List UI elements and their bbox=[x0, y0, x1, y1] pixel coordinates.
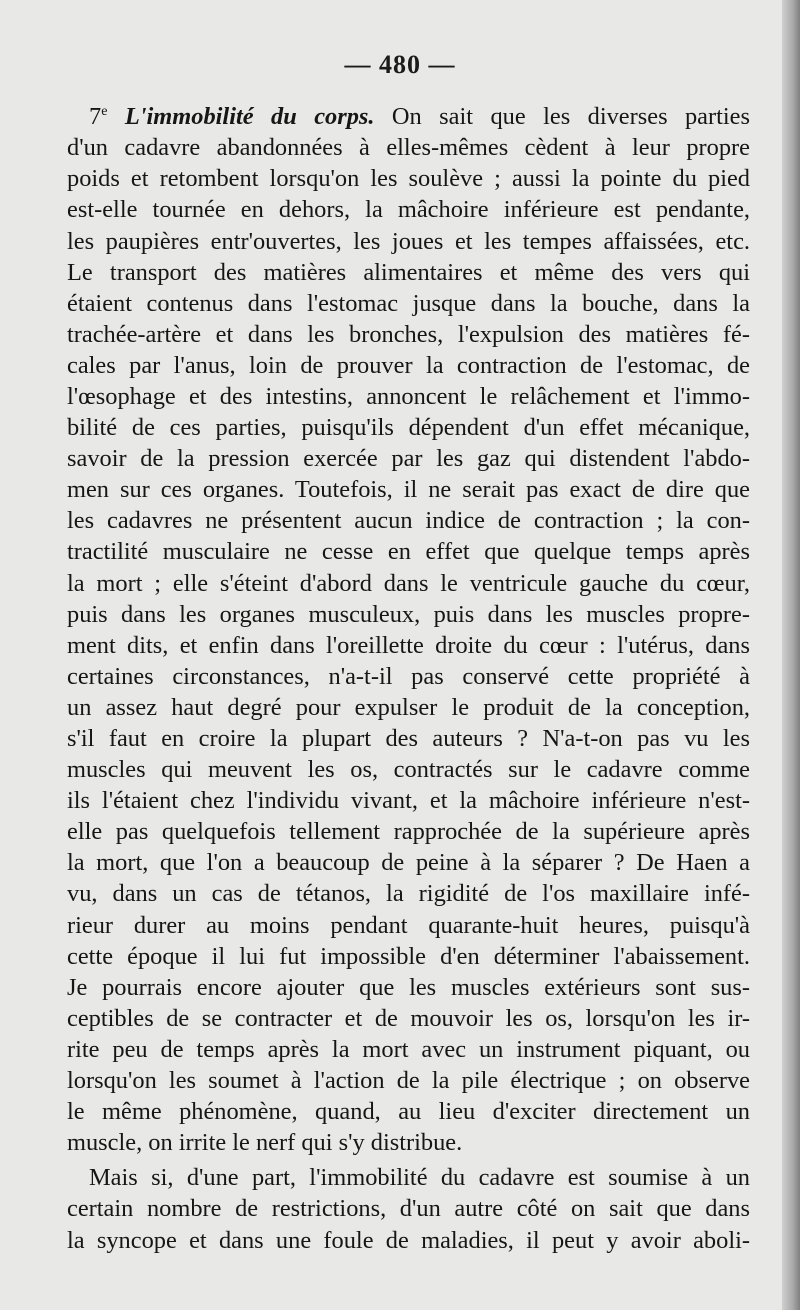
text-line: cales par l'anus, loin de prouver la contraction de l'estomac, de bbox=[67, 351, 750, 379]
text-line: la mort ; elle s'éteint d'abord dans le ventricule gauche du cœur, bbox=[67, 569, 750, 597]
text-line: le même phénomène, quand, au lieu d'exciter directement un bbox=[67, 1098, 750, 1126]
text-line: Le transport des matières alimentaires et même des vers qui bbox=[67, 258, 750, 286]
text-line: ils l'étaient chez l'individu vivant, et la mâchoire inférieure n'est- bbox=[67, 787, 750, 815]
text-line: rite peu de temps après la mort avec un instrument piquant, ou bbox=[67, 1035, 750, 1063]
text-line: étaient contenus dans l'estomac jusque dans la bouche, dans la bbox=[67, 289, 750, 317]
body-text bbox=[67, 96, 750, 1256]
text-line: Je pourrais encore ajouter que les muscles extérieurs sont sus- bbox=[67, 973, 750, 1001]
text-line: la syncope et dans une foule de maladies, il peut y avoir aboli- bbox=[67, 1226, 750, 1254]
text-line: muscles qui meuvent les os, contractés sur le cadavre comme bbox=[67, 756, 750, 784]
text-line: lorsqu'on les soumet à l'action de la pile électrique ; on observe bbox=[67, 1067, 750, 1095]
text-line: savoir de la pression exercée par les gaz qui distendent l'abdo- bbox=[67, 445, 750, 473]
text-line: vu, dans un cas de tétanos, la rigidité de l'os maxillaire infé- bbox=[67, 880, 750, 908]
text-line: elle pas quelquefois tellement rapprochée de la supérieure après bbox=[67, 818, 750, 846]
text-line: les cadavres ne présentent aucun indice de contraction ; la con- bbox=[67, 507, 750, 535]
section-heading: L'immobilité du corps. bbox=[107, 103, 375, 131]
text-line: certain nombre de restrictions, d'un autre côté on sait que dans bbox=[67, 1195, 750, 1223]
text-line: poids et retombent lorsqu'on les soulève ; aussi la pointe du pied bbox=[67, 165, 750, 193]
text-line: certaines circonstances, n'a-t-il pas conservé cette propriété à bbox=[67, 662, 750, 690]
text-line: rieur durer au moins pendant quarante-huit heures, puisqu'à bbox=[67, 911, 750, 939]
text-line: l'œsophage et des intestins, annoncent le relâchement et l'immo- bbox=[67, 382, 750, 410]
text-line: puis dans les organes musculeux, puis dans les muscles propre- bbox=[67, 600, 750, 628]
text-line: s'il faut en croire la plupart des auteurs ? N'a-t-on pas vu les bbox=[67, 725, 750, 752]
text-line: la mort, que l'on a beaucoup de peine à la séparer ? De Haen a bbox=[67, 849, 750, 877]
text-line: est-elle tournée en dehors, la mâchoire inférieure est pendante, bbox=[67, 196, 750, 224]
text-line: les paupières entr'ouvertes, les joues et les tempes affaissées, etc. bbox=[67, 227, 750, 255]
text-line: trachée-artère et dans les bronches, l'expulsion des matières fé- bbox=[67, 320, 750, 348]
text-line: muscle, on irrite le nerf qui s'y distribue. bbox=[67, 1129, 463, 1157]
text-line: un assez haut degré pour expulser le produit de la conception, bbox=[67, 693, 750, 721]
page-number: — 480 — bbox=[344, 50, 456, 79]
text-line: men sur ces organes. Toutefois, il ne serait pas exact de dire que bbox=[67, 476, 750, 504]
text-line: ceptibles de se contracter et de mouvoir les os, lorsqu'on les ir- bbox=[67, 1004, 750, 1032]
text-line: d'un cadavre abandonnées à elles-mêmes cèdent à leur propre bbox=[67, 134, 750, 162]
text-line: tractilité musculaire ne cesse en effet que quelque temps après bbox=[67, 538, 750, 566]
text-line: bilité de ces parties, puisqu'ils dépendent d'un effet mécanique, bbox=[67, 414, 750, 442]
text-line: 7e L'immobilité du corps. On sait que les diverses parties bbox=[89, 103, 751, 131]
text-line: cette époque il lui fut impossible d'en déterminer l'abaissement. bbox=[67, 942, 750, 970]
page-edge-shadow bbox=[782, 0, 800, 1310]
text-line: Mais si, d'une part, l'immobilité du cadavre est soumise à un bbox=[89, 1164, 750, 1192]
text-line: ment dits, et enfin dans l'oreillette droite du cœur : l'utérus, dans bbox=[67, 631, 750, 659]
